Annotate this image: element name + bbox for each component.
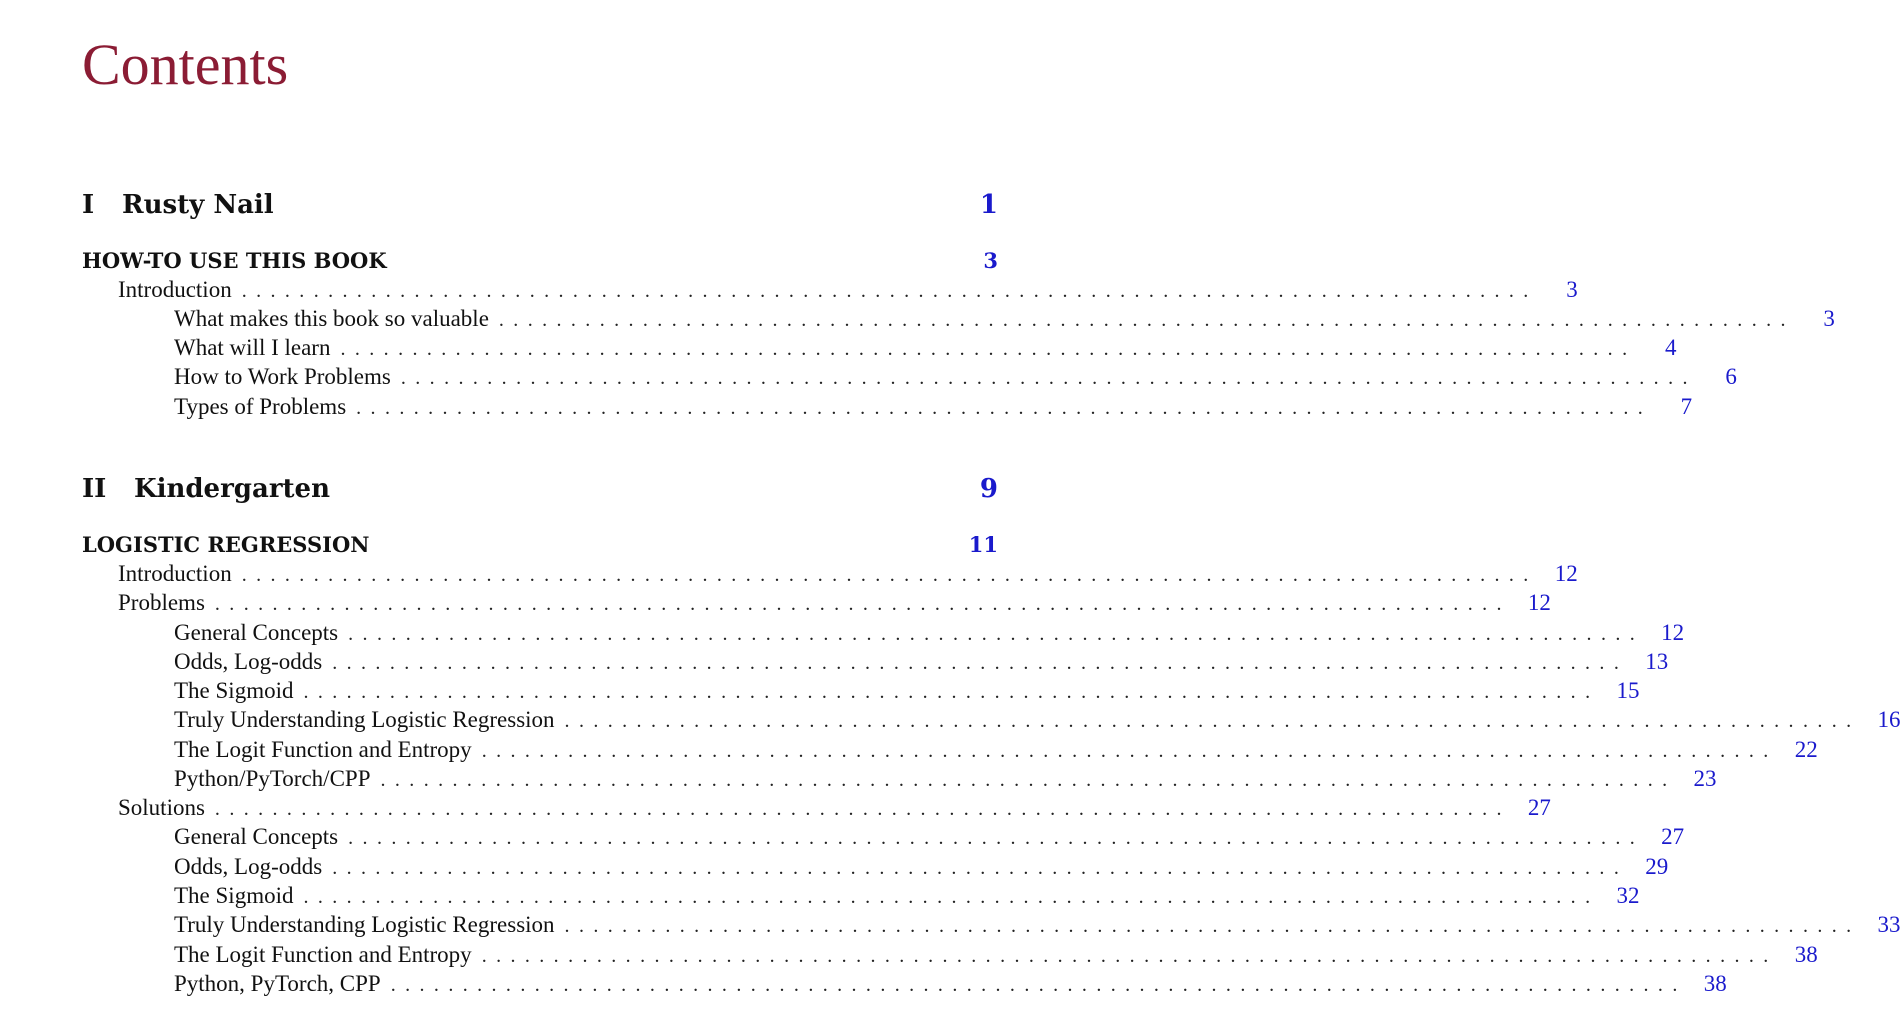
toc-entry[interactable] (174, 942, 1818, 968)
toc-entry[interactable] (174, 737, 1818, 763)
page-number-link[interactable]: 3 (983, 248, 998, 273)
dot-leader: .......................................................................................... (356, 397, 1653, 419)
entry-title: Solutions (118, 795, 205, 820)
toc-entry[interactable] (174, 306, 1835, 332)
toc-entry[interactable] (174, 620, 1685, 646)
page-number-link[interactable]: 27 (1661, 824, 1685, 849)
entry-title: Types of Problems (174, 394, 347, 419)
page-number-link[interactable]: 32 (1616, 883, 1640, 908)
dot-leader: .......................................................................................... (564, 710, 1861, 732)
chapter-title: LOGISTIC REGRESSION (82, 532, 370, 557)
part-number: I (82, 190, 95, 220)
chapter-row-how-to-use[interactable] (82, 248, 998, 273)
page-number-link[interactable]: 3 (1566, 277, 1578, 302)
entry-title: The Sigmoid (174, 678, 294, 703)
page-number-link[interactable]: 38 (1794, 942, 1818, 967)
dot-leader: .......................................................................................... (380, 769, 1677, 791)
part-row-1[interactable] (82, 190, 998, 220)
page-number-link[interactable]: 6 (1725, 364, 1737, 389)
dot-leader: .......................................................................................... (303, 886, 1600, 908)
toc-entry[interactable] (174, 335, 1677, 361)
dot-leader: .......................................................................................... (303, 681, 1600, 703)
page-number-link[interactable]: 9 (979, 474, 998, 504)
toc-entry[interactable] (118, 795, 1551, 821)
dot-leader: .......................................................................................... (400, 367, 1697, 389)
toc-entry[interactable] (174, 883, 1640, 909)
page-number-link[interactable]: 23 (1693, 766, 1717, 791)
dot-leader: .......................................................................................... (332, 857, 1629, 879)
chapter-title: HOW-TO USE THIS BOOK (82, 248, 387, 273)
page-number-link[interactable]: 33 (1877, 912, 1901, 937)
toc-entry[interactable] (174, 678, 1640, 704)
entry-title: Truly Understanding Logistic Regression (174, 912, 555, 937)
entry-title: The Logit Function and Entropy (174, 942, 472, 967)
entry-title: Problems (118, 590, 205, 615)
dot-leader: .......................................................................................... (498, 309, 1795, 331)
page-number-link[interactable]: 38 (1703, 971, 1727, 996)
toc-entry[interactable] (174, 707, 1901, 733)
chapter-row-logistic-regression[interactable] (82, 532, 998, 557)
part-number: II (82, 474, 107, 504)
page-number-link[interactable]: 3 (1823, 306, 1835, 331)
toc-entry[interactable] (174, 971, 1727, 997)
page-number-link[interactable]: 12 (1554, 561, 1578, 586)
page-number-link[interactable]: 11 (968, 532, 998, 557)
toc-entry[interactable] (118, 590, 1551, 616)
entry-title: What makes this book so valuable (174, 306, 489, 331)
entry-title: Introduction (118, 277, 232, 302)
toc-entry[interactable] (174, 766, 1717, 792)
entry-title: How to Work Problems (174, 364, 391, 389)
dot-leader: .......................................................................................... (348, 623, 1645, 645)
dot-leader: .......................................................................................... (348, 827, 1645, 849)
entry-title: General Concepts (174, 824, 339, 849)
page-number-link[interactable]: 15 (1616, 678, 1640, 703)
toc-entry[interactable] (118, 277, 1578, 303)
toc-entry[interactable] (174, 649, 1669, 675)
toc-entry[interactable] (174, 854, 1669, 880)
page-number-link[interactable]: 16 (1877, 707, 1901, 732)
dot-leader: .......................................................................................... (241, 280, 1538, 302)
page-number-link[interactable]: 29 (1645, 854, 1669, 879)
dot-leader: .......................................................................................... (214, 593, 1511, 615)
dot-leader: .......................................................................................... (481, 945, 1778, 967)
page-number-link[interactable]: 1 (979, 190, 998, 220)
part-row-2[interactable] (82, 474, 998, 504)
page-number-link[interactable]: 7 (1680, 394, 1693, 419)
part-title: Rusty Nail (122, 190, 274, 220)
dot-leader: .......................................................................................... (340, 338, 1637, 360)
entry-title: Python/PyTorch/CPP (174, 766, 371, 791)
dot-leader: .......................................................................................... (332, 652, 1629, 674)
page-number-link[interactable]: 22 (1794, 737, 1818, 762)
entry-title: Introduction (118, 561, 232, 586)
dot-leader: .......................................................................................... (481, 740, 1778, 762)
entry-title: Truly Understanding Logistic Regression (174, 707, 555, 732)
page-title: Contents (82, 32, 289, 97)
dot-leader: .......................................................................................... (564, 915, 1861, 937)
toc-entry[interactable] (174, 912, 1901, 938)
toc-entry[interactable] (174, 824, 1685, 850)
toc-entry[interactable] (118, 561, 1578, 587)
toc-entry[interactable] (174, 364, 1737, 390)
page-number-link[interactable]: 13 (1645, 649, 1669, 674)
part-title: Kindergarten (134, 474, 330, 504)
dot-leader: .......................................................................................... (214, 798, 1511, 820)
page-number-link[interactable]: 27 (1527, 795, 1551, 820)
page-number-link[interactable]: 12 (1661, 620, 1685, 645)
toc-entry[interactable] (174, 394, 1693, 420)
dot-leader: .......................................................................................... (390, 974, 1687, 996)
entry-title: Odds, Log-odds (174, 649, 323, 674)
entry-title: The Logit Function and Entropy (174, 737, 472, 762)
entry-title: What will I learn (174, 335, 331, 360)
entry-title: Odds, Log-odds (174, 854, 323, 879)
entry-title: General Concepts (174, 620, 339, 645)
entry-title: Python, PyTorch, CPP (174, 971, 381, 996)
page-number-link[interactable]: 12 (1527, 590, 1551, 615)
dot-leader: .......................................................................................... (241, 564, 1538, 586)
entry-title: The Sigmoid (174, 883, 294, 908)
page-number-link[interactable]: 4 (1664, 335, 1677, 360)
